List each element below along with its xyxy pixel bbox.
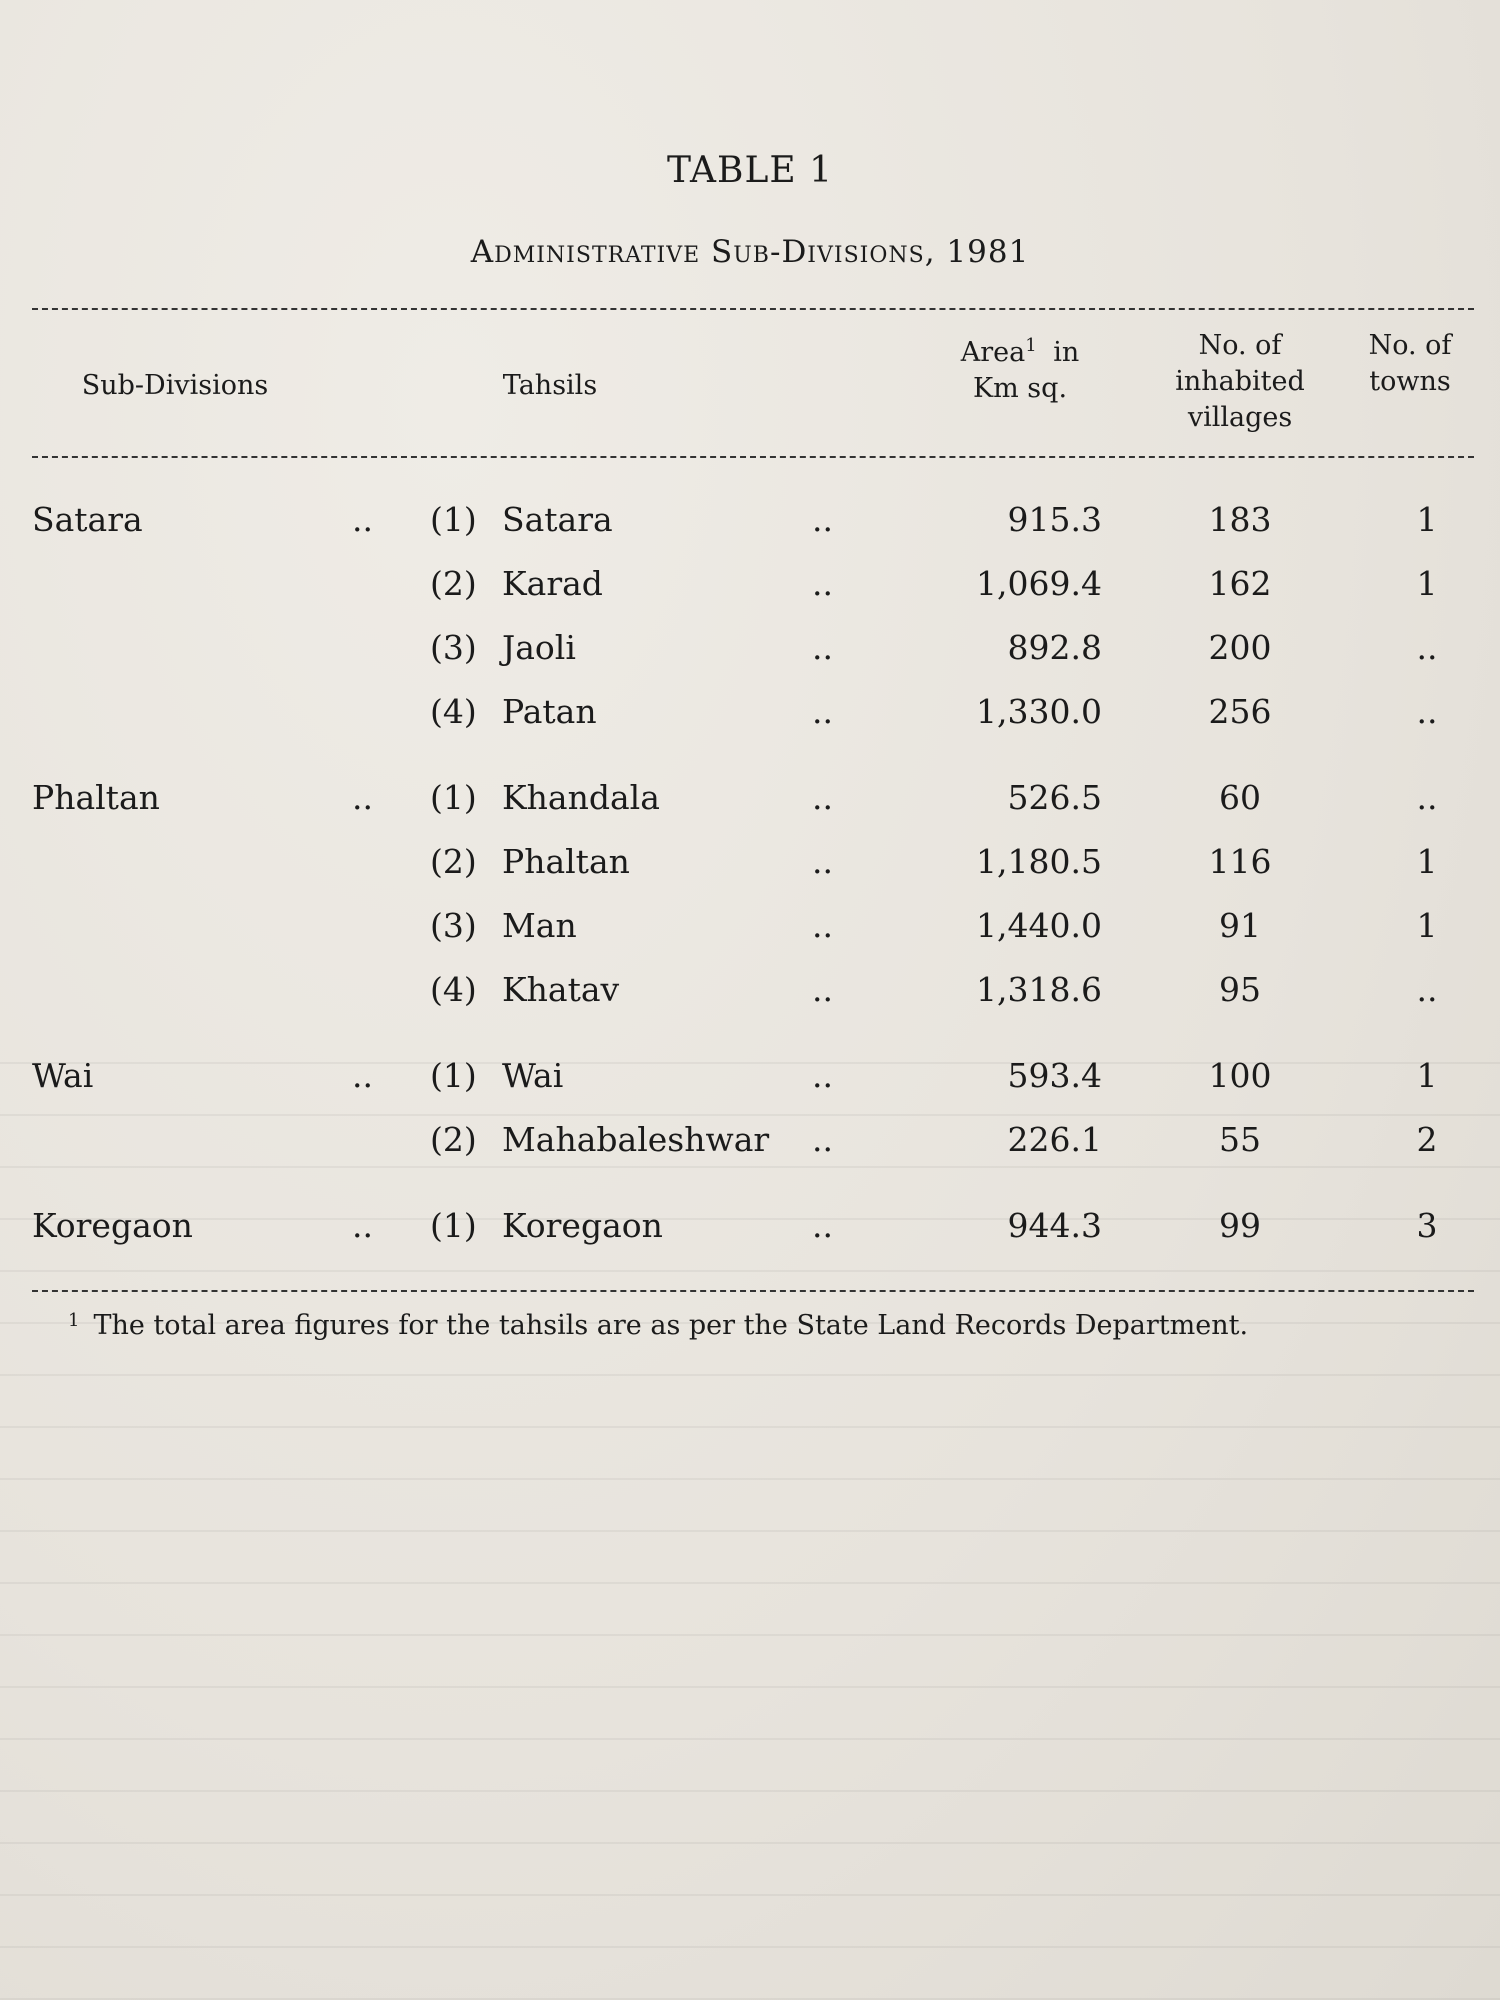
top-rule xyxy=(32,308,1474,310)
footnote xyxy=(68,1310,1468,1341)
header-area xyxy=(920,328,1120,407)
table-caption: Administrative Sub-Divisions, 1981 xyxy=(470,234,1030,270)
row-area: 892.8 xyxy=(1007,628,1102,667)
row-villages: 116 xyxy=(1208,842,1272,881)
row-villages: 99 xyxy=(1219,1206,1261,1245)
row-tahsil: Khatav xyxy=(502,970,620,1009)
row-villages: 91 xyxy=(1219,906,1261,945)
row-towns: 2 xyxy=(1416,1120,1438,1159)
row-towns: 1 xyxy=(1416,1056,1438,1095)
header-towns-line1: No. of xyxy=(1368,330,1452,361)
row-area: 526.5 xyxy=(1007,778,1102,817)
row-leader-dots: .. xyxy=(812,1206,833,1245)
row-leader-dots: .. xyxy=(812,970,833,1009)
row-leader-dots: .. xyxy=(812,564,833,603)
row-villages: 183 xyxy=(1208,500,1272,539)
table-row xyxy=(0,692,1500,752)
row-towns: 1 xyxy=(1416,906,1438,945)
row-tahsil-number: (3) xyxy=(430,906,477,945)
row-tahsil: Jaoli xyxy=(502,628,576,667)
row-tahsil-number: (2) xyxy=(430,1120,477,1159)
row-leader-dots: .. xyxy=(812,906,833,945)
row-towns: .. xyxy=(1416,778,1438,817)
row-leader-dots: .. xyxy=(812,692,833,731)
row-tahsil: Koregaon xyxy=(502,1206,663,1245)
table-row xyxy=(0,970,1500,1030)
row-sub-division: Satara xyxy=(32,500,143,539)
row-leader-dots: .. xyxy=(352,778,373,817)
row-area: 1,318.6 xyxy=(976,970,1102,1009)
row-tahsil-number: (2) xyxy=(430,564,477,603)
row-tahsil-number: (3) xyxy=(430,628,477,667)
row-leader-dots: .. xyxy=(812,628,833,667)
table-row xyxy=(0,842,1500,902)
header-area-line1b: in xyxy=(1053,337,1080,368)
row-tahsil-number: (4) xyxy=(430,970,477,1009)
row-area: 1,440.0 xyxy=(976,906,1102,945)
row-tahsil: Khandala xyxy=(502,778,660,817)
row-area: 226.1 xyxy=(1007,1120,1102,1159)
row-tahsil-number: (4) xyxy=(430,692,477,731)
row-leader-dots: .. xyxy=(812,1056,833,1095)
row-villages: 60 xyxy=(1219,778,1261,817)
row-towns: 3 xyxy=(1416,1206,1438,1245)
row-towns: 1 xyxy=(1416,500,1438,539)
row-area: 915.3 xyxy=(1007,500,1102,539)
table-row xyxy=(0,1056,1500,1116)
table-row xyxy=(0,1206,1500,1266)
row-leader-dots: .. xyxy=(352,1206,373,1245)
row-tahsil: Karad xyxy=(502,564,603,603)
bleed-through-texture xyxy=(0,1060,1500,2000)
row-tahsil-number: (1) xyxy=(430,500,477,539)
row-leader-dots: .. xyxy=(812,500,833,539)
table-row xyxy=(0,564,1500,624)
row-area: 1,180.5 xyxy=(976,842,1102,881)
row-villages: 100 xyxy=(1208,1056,1272,1095)
row-leader-dots: .. xyxy=(352,1056,373,1095)
bottom-rule xyxy=(32,1290,1474,1292)
row-sub-division: Phaltan xyxy=(32,778,160,817)
row-leader-dots: .. xyxy=(812,778,833,817)
row-villages: 200 xyxy=(1208,628,1272,667)
footnote-text: The total area figures for the tahsils are as per the State Land Records Department. xyxy=(93,1310,1249,1341)
row-sub-division: Wai xyxy=(32,1056,94,1095)
row-villages: 162 xyxy=(1208,564,1272,603)
row-towns: 1 xyxy=(1416,564,1438,603)
header-rule xyxy=(32,456,1474,458)
row-towns: .. xyxy=(1416,692,1438,731)
row-area: 944.3 xyxy=(1007,1206,1102,1245)
row-area: 593.4 xyxy=(1007,1056,1102,1095)
header-villages-line1: No. of xyxy=(1198,330,1282,361)
row-villages: 55 xyxy=(1219,1120,1261,1159)
header-area-line1: Area xyxy=(960,337,1026,368)
header-towns xyxy=(1345,328,1475,400)
table-row xyxy=(0,628,1500,688)
header-tahsils: Tahsils xyxy=(502,370,598,401)
row-tahsil: Wai xyxy=(502,1056,564,1095)
row-tahsil-number: (1) xyxy=(430,778,477,817)
table-label: TABLE 1 xyxy=(666,150,834,191)
header-towns-line2: towns xyxy=(1369,366,1451,397)
row-tahsil-number: (2) xyxy=(430,842,477,881)
row-towns: .. xyxy=(1416,628,1438,667)
row-tahsil: Mahabaleshwar xyxy=(502,1120,770,1159)
row-villages: 95 xyxy=(1219,970,1261,1009)
row-tahsil: Patan xyxy=(502,692,597,731)
header-villages xyxy=(1150,328,1330,436)
table-row xyxy=(0,778,1500,838)
row-sub-division: Koregaon xyxy=(32,1206,193,1245)
row-tahsil: Phaltan xyxy=(502,842,630,881)
row-area: 1,069.4 xyxy=(976,564,1102,603)
table-row xyxy=(0,500,1500,560)
row-tahsil: Man xyxy=(502,906,577,945)
header-sub-divisions: Sub-Divisions xyxy=(81,370,269,401)
row-leader-dots: .. xyxy=(812,1120,833,1159)
row-tahsil-number: (1) xyxy=(430,1056,477,1095)
header-villages-line3: villages xyxy=(1187,402,1293,433)
table-row xyxy=(0,906,1500,966)
row-towns: .. xyxy=(1416,970,1438,1009)
row-tahsil: Satara xyxy=(502,500,613,539)
row-leader-dots: .. xyxy=(352,500,373,539)
row-villages: 256 xyxy=(1208,692,1272,731)
header-area-footnote-mark: 1 xyxy=(1025,335,1037,356)
table-row xyxy=(0,1120,1500,1180)
header-villages-line2: inhabited xyxy=(1175,366,1305,397)
row-tahsil-number: (1) xyxy=(430,1206,477,1245)
header-area-line2: Km sq. xyxy=(972,373,1068,404)
row-towns: 1 xyxy=(1416,842,1438,881)
row-leader-dots: .. xyxy=(812,842,833,881)
footnote-mark: 1 xyxy=(68,1310,80,1331)
row-area: 1,330.0 xyxy=(976,692,1102,731)
